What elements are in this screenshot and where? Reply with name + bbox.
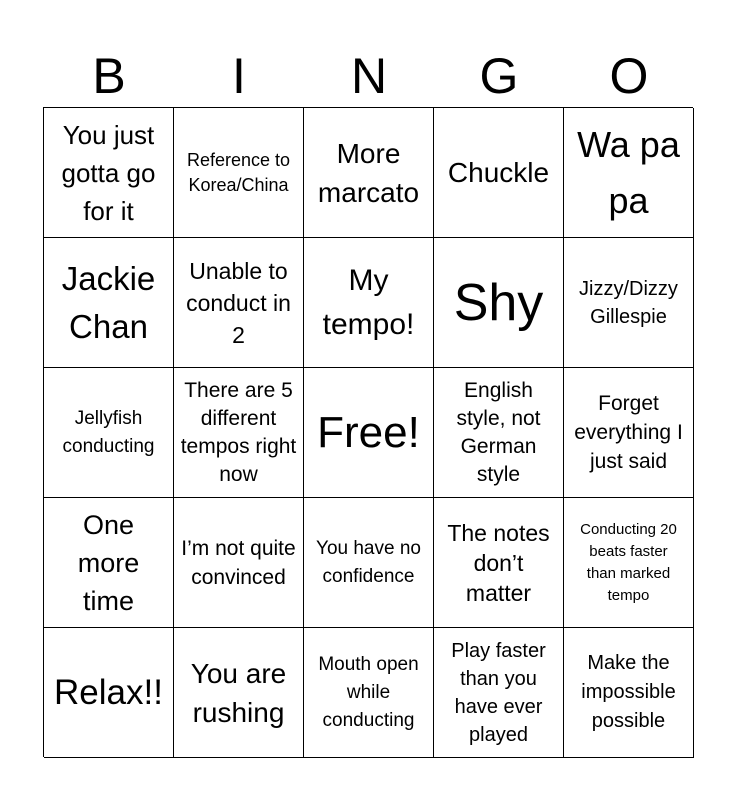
- cell-text: There are 5 different tempos right now: [180, 378, 297, 486]
- cell-text: Forget everything I just said: [574, 392, 683, 473]
- bingo-board: [43, 107, 693, 757]
- cell-text: You have no confidence: [316, 537, 421, 587]
- bingo-cell[interactable]: [44, 108, 174, 238]
- bingo-cell[interactable]: [434, 628, 564, 758]
- cell-text: Mouth open while conducting: [318, 653, 419, 731]
- cell-text: More marcato: [317, 137, 420, 208]
- cell-text: Jellyfish conducting: [62, 407, 155, 457]
- bingo-cell[interactable]: [564, 238, 694, 368]
- cell-text: Shy: [453, 273, 544, 332]
- bingo-cell[interactable]: [44, 498, 174, 628]
- cell-text: Relax!!: [54, 672, 163, 712]
- bingo-cell[interactable]: [304, 108, 434, 238]
- bingo-cell[interactable]: [434, 108, 564, 238]
- cell-text: I’m not quite convinced: [181, 536, 296, 589]
- bingo-cell[interactable]: [304, 368, 434, 498]
- bingo-cell[interactable]: [174, 238, 304, 368]
- bingo-cell[interactable]: [174, 368, 304, 498]
- cell-text: One more time: [77, 509, 140, 616]
- header-letter-g: G: [479, 48, 519, 104]
- bingo-cell[interactable]: [174, 108, 304, 238]
- header-letter-o: O: [609, 48, 649, 104]
- cell-text: Play faster than you have ever played: [451, 639, 546, 746]
- cell-text: Chuckle: [447, 157, 550, 188]
- bingo-cell[interactable]: [174, 498, 304, 628]
- cell-text: Conducting 20 beats faster than marked tempo: [580, 520, 677, 604]
- bingo-cell[interactable]: [564, 108, 694, 238]
- bingo-cell[interactable]: [304, 238, 434, 368]
- cell-text: You are rushing: [190, 657, 287, 728]
- bingo-header: [44, 44, 694, 108]
- cell-text: Jizzy/Dizzy Gillespie: [579, 277, 678, 328]
- cell-text: You just gotta go for it: [61, 119, 156, 226]
- cell-text: My tempo!: [322, 263, 415, 341]
- bingo-cell[interactable]: [44, 368, 174, 498]
- bingo-cell[interactable]: [304, 498, 434, 628]
- header-letter-b: B: [92, 48, 126, 104]
- cell-text: Free!: [317, 407, 420, 457]
- cell-text: English style, not German style: [456, 378, 541, 486]
- bingo-cell[interactable]: [564, 498, 694, 628]
- cell-text: Reference to Korea/China: [186, 149, 291, 195]
- bingo-cell[interactable]: [564, 628, 694, 758]
- bingo-cell[interactable]: [174, 628, 304, 758]
- cell-text: Wa pa pa: [577, 123, 680, 221]
- cell-text: Jackie Chan: [61, 259, 156, 345]
- bingo-cell[interactable]: [44, 628, 174, 758]
- bingo-cell[interactable]: [434, 238, 564, 368]
- cell-text: Unable to conduct in 2: [186, 257, 291, 348]
- bingo-cell[interactable]: [44, 238, 174, 368]
- bingo-cell[interactable]: [434, 498, 564, 628]
- bingo-cell[interactable]: [434, 368, 564, 498]
- header-letter-i: I: [232, 48, 246, 104]
- cell-text: The notes don’t matter: [447, 519, 550, 606]
- header-letter-n: N: [350, 48, 388, 104]
- cell-text: Make the impossible possible: [581, 652, 676, 732]
- bingo-cell[interactable]: [564, 368, 694, 498]
- bingo-cell[interactable]: [304, 628, 434, 758]
